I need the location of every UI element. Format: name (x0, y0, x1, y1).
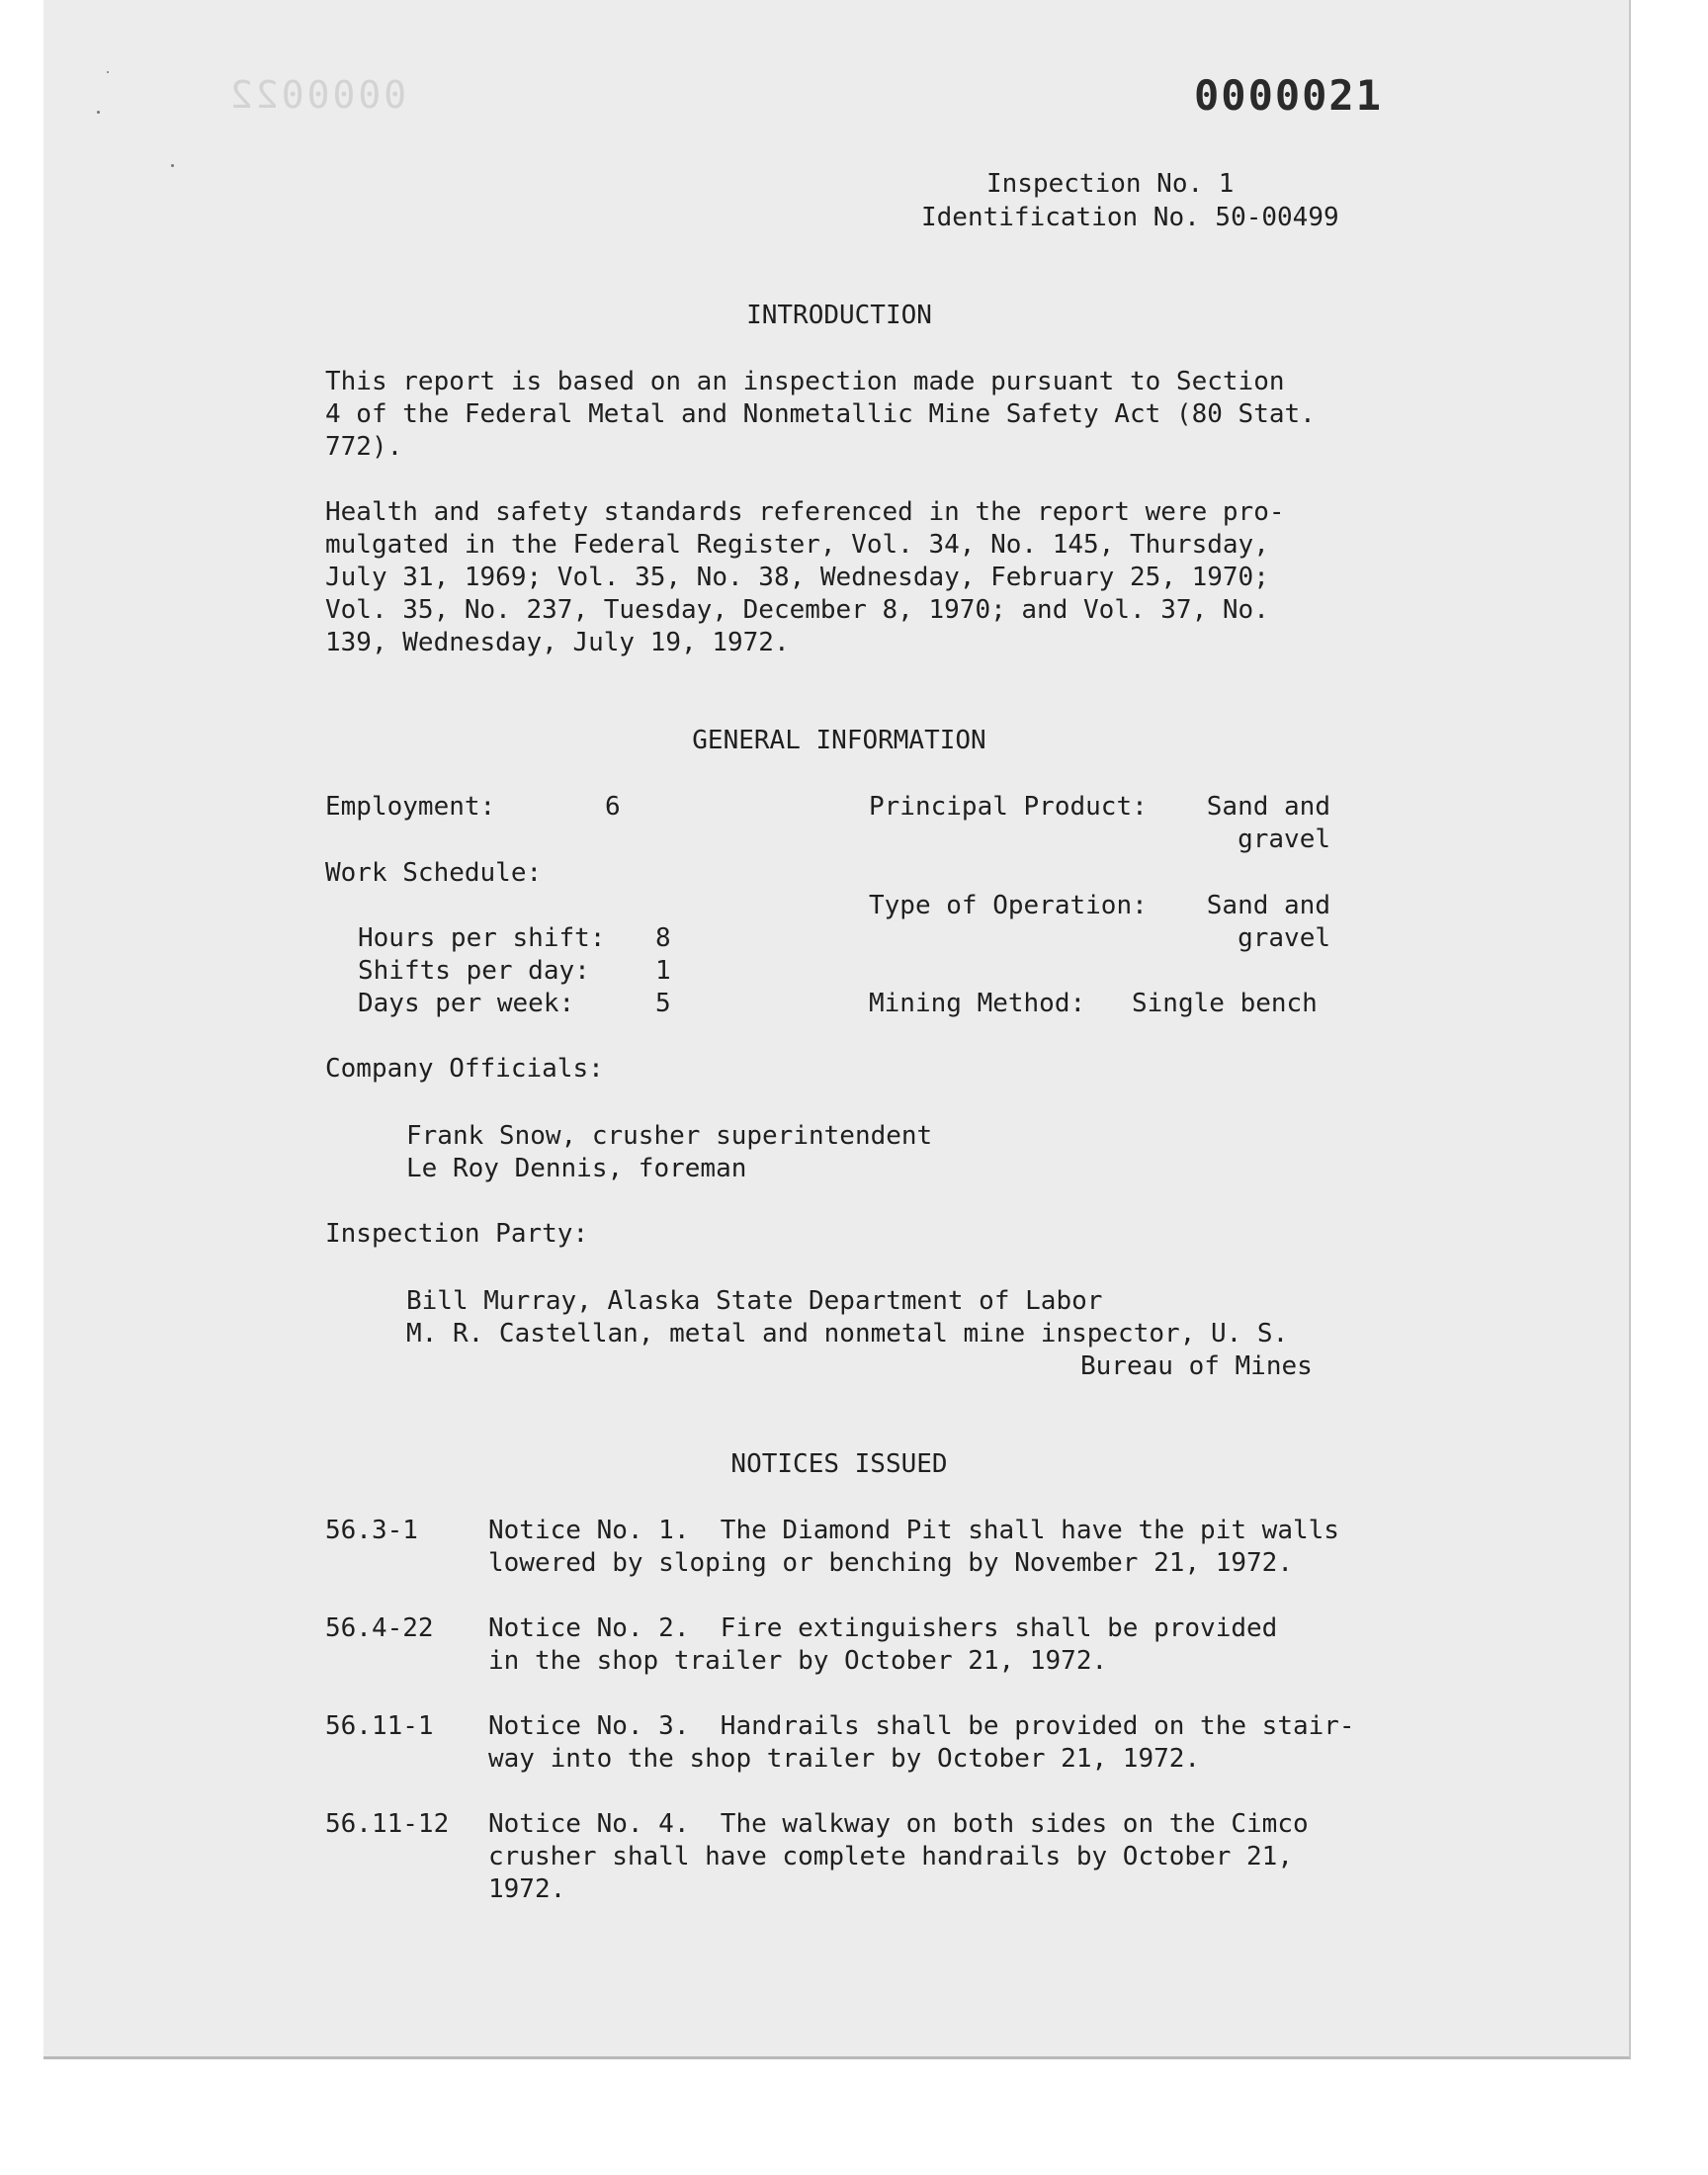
inspection-party-member-2-cont: Bureau of Mines (1080, 1351, 1313, 1381)
type-of-operation-value-line2: gravel (1238, 923, 1330, 953)
hours-per-shift-label: Hours per shift: (358, 923, 606, 953)
shifts-per-day-value: 1 (655, 956, 671, 986)
introduction-heading: INTRODUCTION (746, 301, 932, 330)
notice-line: Notice No. 3. Handrails shall be provided on the stair- (488, 1711, 1355, 1741)
inspection-party-member-2: M. R. Castellan, metal and nonmetal mine inspector, U. S. (406, 1319, 1289, 1348)
mining-method-value: Single bench (1132, 989, 1318, 1018)
notice-line: 1972. (488, 1874, 566, 1904)
intro-para2-line1: Health and safety standards referenced in the report were pro- (325, 497, 1285, 527)
type-of-operation-label: Type of Operation: (869, 891, 1148, 920)
notice-line: Notice No. 2. Fire extinguishers shall be provided (488, 1613, 1278, 1643)
notice-line: lowered by sloping or benching by November 21, 1972. (488, 1548, 1293, 1578)
notice-line: in the shop trailer by October 21, 1972. (488, 1646, 1108, 1676)
intro-para1-line3: 772). (325, 432, 403, 462)
days-per-week-label: Days per week: (358, 989, 575, 1018)
document-number: 0000021 (1194, 71, 1384, 120)
type-of-operation-value-line1: Sand and (1206, 891, 1330, 920)
company-official-2: Le Roy Dennis, foreman (406, 1154, 747, 1183)
inspection-number: Inspection No. 1 (986, 169, 1235, 199)
intro-para1-line1: This report is based on an inspection made pursuant to Section (325, 367, 1285, 396)
bleed-through-number: 0000022 (227, 73, 407, 117)
work-schedule-label: Work Schedule: (325, 858, 543, 888)
inspection-party-label: Inspection Party: (325, 1219, 589, 1249)
notice-code: 56.3-1 (325, 1516, 418, 1545)
shifts-per-day-label: Shifts per day: (358, 956, 590, 986)
notices-issued-heading: NOTICES ISSUED (730, 1449, 948, 1479)
general-information-heading: GENERAL INFORMATION (692, 726, 986, 755)
scan-speck (171, 164, 174, 167)
notice-code: 56.4-22 (325, 1613, 434, 1643)
intro-para2-line4: Vol. 35, No. 237, Tuesday, December 8, 1970; and Vol. 37, No. (325, 595, 1269, 625)
principal-product-value-line1: Sand and (1206, 792, 1330, 822)
company-official-1: Frank Snow, crusher superintendent (406, 1121, 933, 1151)
hours-per-shift-value: 8 (655, 923, 671, 953)
notice-line: Notice No. 4. The walkway on both sides on the Cimco (488, 1809, 1309, 1839)
intro-para2-line2: mulgated in the Federal Register, Vol. 34, No. 145, Thursday, (325, 530, 1269, 560)
notice-line: Notice No. 1. The Diamond Pit shall have the pit walls (488, 1516, 1339, 1545)
inspection-party-member-1: Bill Murray, Alaska State Department of Labor (406, 1286, 1103, 1316)
notice-line: crusher shall have complete handrails by October 21, (488, 1842, 1293, 1871)
notice-line: way into the shop trailer by October 21, 1972. (488, 1744, 1201, 1774)
intro-para2-line5: 139, Wednesday, July 19, 1972. (325, 628, 790, 657)
company-officials-label: Company Officials: (325, 1054, 604, 1084)
mining-method-label: Mining Method: (869, 989, 1086, 1018)
identification-number: Identification No. 50-00499 (921, 203, 1339, 232)
employment-value: 6 (605, 792, 621, 822)
scan-speck (97, 111, 100, 114)
principal-product-value-line2: gravel (1238, 825, 1330, 854)
employment-label: Employment: (325, 792, 496, 822)
notice-code: 56.11-1 (325, 1711, 434, 1741)
intro-para2-line3: July 31, 1969; Vol. 35, No. 38, Wednesday, February 25, 1970; (325, 563, 1269, 592)
days-per-week-value: 5 (655, 989, 671, 1018)
scan-speck (107, 71, 109, 73)
principal-product-label: Principal Product: (869, 792, 1148, 822)
notice-code: 56.11-12 (325, 1809, 450, 1839)
intro-para1-line2: 4 of the Federal Metal and Nonmetallic Mine Safety Act (80 Stat. (325, 399, 1316, 429)
